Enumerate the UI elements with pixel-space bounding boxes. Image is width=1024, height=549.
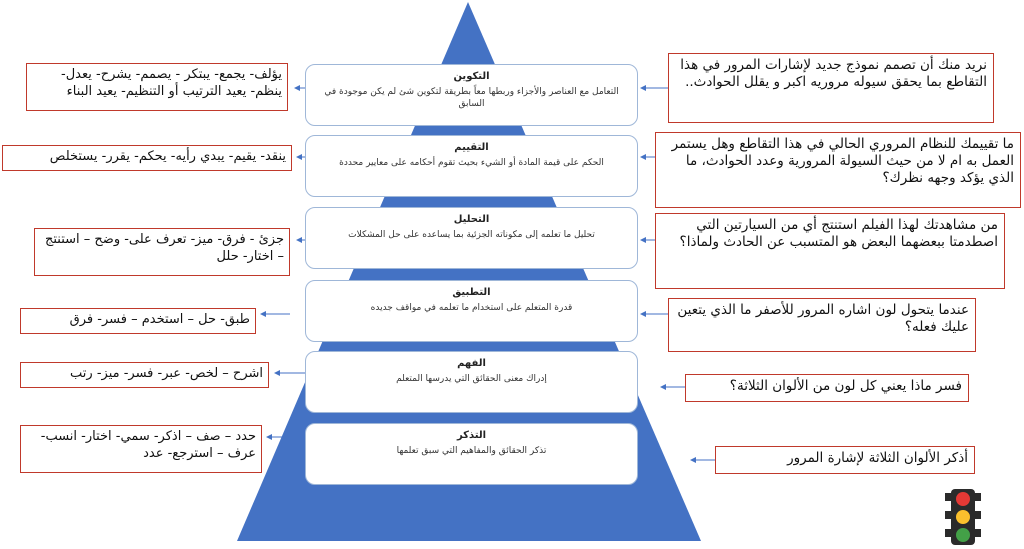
level-applying [305, 280, 638, 342]
level-desc: التعامل مع العناصر والأجزاء وربطها معاً بطريقة لتكوين شئ لم يكن موجودة في السابق [324, 87, 619, 109]
question-analyzing: من مشاهدتك لهذا الفيلم استنتج أي من السيارتين التي اصطدمتا ببعضهما البعض هو المتسبب عن الحادث ولماذا؟ [655, 213, 1005, 289]
level-desc: تذكر الحقائق والمفاهيم التي سبق تعلمها [396, 446, 547, 456]
level-desc: إدراك معنى الحقائق التي يدرسها المتعلم [396, 374, 547, 384]
verbs-remembering: حدد – صف – اذكر- سمي- اختار- انسب- عرف – استرجع- عدد [20, 425, 262, 473]
level-understanding [305, 351, 638, 413]
level-desc: تحليل ما تعلمه إلى مكوناته الجزئية بما يساعده على حل المشكلات [348, 230, 595, 240]
verbs-creating: يؤلف- يجمع- يبتكر - يصمم- يشرح- يعدل- ينظم- يعيد الترتيب أو التنظيم- يعيد البناء [26, 63, 288, 111]
level-creating [305, 64, 638, 126]
level-title: التكوين [453, 71, 490, 82]
arrow-right-understanding [660, 384, 685, 390]
level-desc: الحكم على قيمة المادة أو الشيء بحيث تقوم أحكامه على معايير محددة [339, 158, 604, 168]
level-title: التقييم [454, 142, 489, 153]
arrow-right-analyzing [640, 237, 655, 243]
verbs-understanding: اشرح – لخص- عبر- فسر- ميز- رتب [20, 362, 269, 388]
arrow-right-evaluating [640, 154, 655, 160]
level-title: التذكر [456, 430, 487, 441]
question-evaluating: ما تقييمك للنظام المروري الحالي في هذا التقاطع وهل يستمر العمل به ام لا من حيث السيولة المرورية وعدد الحوادث، ما الذي يؤكد وجهه نظرك؟ [655, 132, 1021, 208]
arrow-right-creating [640, 85, 668, 91]
traffic-light-icon [943, 487, 983, 547]
level-title: الفهم [457, 358, 486, 369]
question-applying: عندما يتحول لون اشاره المرور للأصفر ما الذي يتعين عليك فعله؟ [668, 298, 976, 352]
verbs-evaluating: ينقد- يقيم- يبدي رأيه- يحكم- يقرر- يستخلص [2, 145, 292, 171]
verbs-analyzing: جزئ - فرق- ميز- تعرف على- وضح – استنتج – اختار- حلل [34, 228, 290, 276]
level-analyzing [305, 207, 638, 269]
level-desc: قدرة المتعلم على استخدام ما تعلمه في مواقف جديده [370, 303, 573, 313]
question-understanding: فسر ماذا يعني كل لون من الألوان الثلاثة؟ [685, 374, 969, 402]
question-creating: نريد منك أن تصمم نموذج جديد لإشارات المرور في هذا التقاطع بما يحقق سيوله مروريه اكبر و يقلل الحوادث.. [668, 53, 994, 123]
verbs-applying: طبق- حل – استخدم – فسر- فرق [20, 308, 256, 334]
level-evaluating [305, 135, 638, 197]
arrow-left-remembering [266, 434, 298, 440]
arrow-left-applying [260, 311, 290, 317]
level-title: التطبيق [452, 287, 491, 298]
question-remembering: أذكر الألوان الثلاثة لإشارة المرور [715, 446, 975, 474]
level-title: التحليل [453, 214, 490, 225]
arrow-right-applying [640, 311, 668, 317]
level-remembering [305, 423, 638, 485]
arrow-right-remembering [690, 457, 715, 463]
